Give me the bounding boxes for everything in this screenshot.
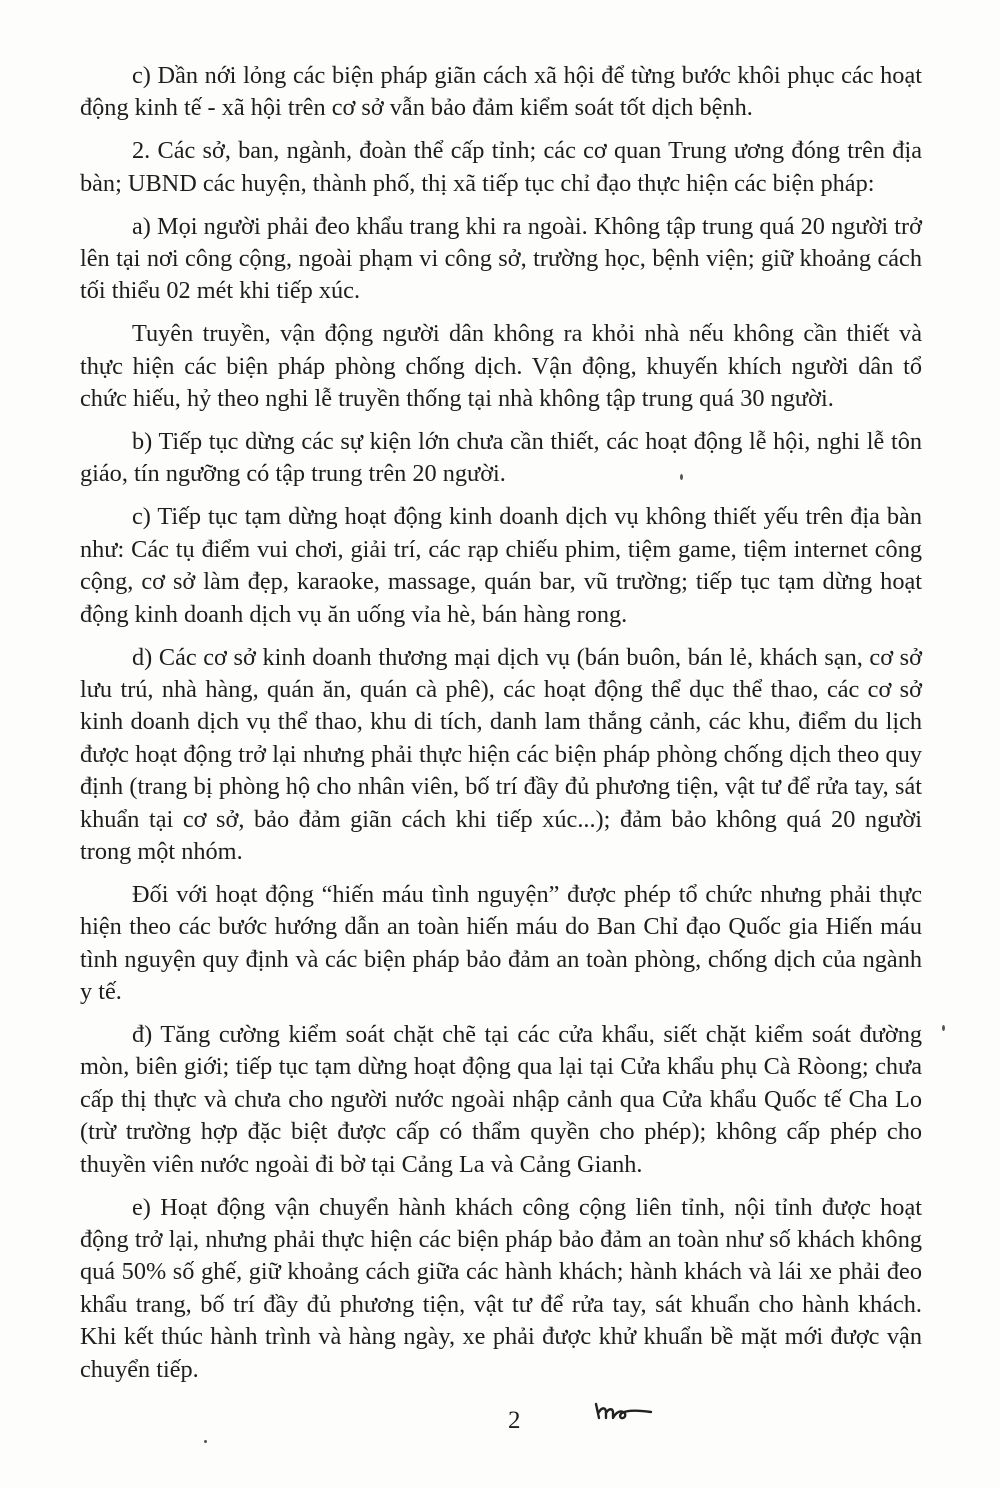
paragraph-blood-donation: Đối với hoạt động “hiến máu tình nguyện” được phép tổ chức nhưng phải thực hiện theo các bước hướng dẫn an toàn hiến máu do Ban Chỉ đạo Quốc gia Hiến máu tình nguyện quy định và các biện pháp bảo đảm an toàn phòng, chống dịch của ngành y tế. [80, 880, 922, 1006]
paragraph-c-services: c) Tiếp tục tạm dừng hoạt động kinh doanh dịch vụ không thiết yếu trên địa bàn như: Các tụ điểm vui chơi, giải trí, các rạp chiếu phim, tiệm game, tiệm internet công cộng, cơ sở làm đẹp, karaoke, massage, quán bar, vũ trường; tiếp tục tạm dừng hoạt động kinh doanh dịch vụ ăn uống vỉa hè, bán hàng rong. [80, 503, 922, 628]
paragraph-2-directive: 2. Các sở, ban, ngành, đoàn thể cấp tỉnh; các cơ quan Trung ương đóng trên địa bàn; UBND các huyện, thành phố, thị xã tiếp tục chỉ đạo thực hiện các biện pháp: [80, 137, 922, 197]
scan-speck [204, 1440, 207, 1443]
handwritten-initials [593, 1398, 655, 1426]
paragraph-c-relax-measures: c) Dần nới lỏng các biện pháp giãn cách xã hội để từng bước khôi phục các hoạt động kinh tế - xã hội trên cơ sở vẫn bảo đảm kiểm soát tốt dịch bệnh. [80, 62, 922, 122]
paragraph-propaganda: Tuyên truyền, vận động người dân không ra khỏi nhà nếu không cần thiết và thực hiện các biện pháp phòng chống dịch. Vận động, khuyến khích người dân tổ chức hiếu, hỷ theo nghi lễ truyền thống tại nhà không tập trung quá 30 người. [80, 320, 922, 413]
scan-speck [680, 474, 683, 480]
paragraph-e-transport: e) Hoạt động vận chuyển hành khách công cộng liên tỉnh, nội tỉnh được hoạt động trở lại, nhưng phải thực hiện các biện pháp bảo đảm an toàn như số khách không quá 50% số ghế, giữ khoảng cách giữa các hành khách; hành khách và lái xe phải đeo khẩu trang, bố trí đầy đủ phương tiện, vật tư để rửa tay, sát khuẩn cho hành khách. Khi kết thúc hành trình và hàng ngày, xe phải được khử khuẩn bề mặt mới được vận chuyển tiếp. [80, 1193, 922, 1383]
paragraph-d-businesses: d) Các cơ sở kinh doanh thương mại dịch vụ (bán buôn, bán lẻ, khách sạn, cơ sở lưu trú, nhà hàng, quán ăn, quán cà phê), các hoạt động thể dục thể thao, các cơ sở kinh doanh dịch vụ thể thao, khu di tích, danh lam thắng cảnh, các khu, điểm du lịch được hoạt động trở lại nhưng phải thực hiện các biện pháp phòng chống dịch theo quy định (trang bị phòng hộ cho nhân viên, bố trí đầy đủ phương tiện, vật tư để rửa tay, sát khuẩn tại cơ sở, bảo đảm giãn cách khi tiếp xúc...); đảm bảo không quá 20 người trong một nhóm. [80, 643, 922, 865]
page-number: 2 [508, 1407, 521, 1434]
paragraph-a-face-masks: a) Mọi người phải đeo khẩu trang khi ra ngoài. Không tập trung quá 20 người trở lên tại nơi công cộng, ngoài phạm vi công sở, trường học, bệnh viện; giữ khoảng cách tối thiểu 02 mét khi tiếp xúc. [80, 212, 922, 305]
paragraph-dd-border-control: đ) Tăng cường kiểm soát chặt chẽ tại các cửa khẩu, siết chặt kiểm soát đường mòn, biên giới; tiếp tục tạm dừng hoạt động qua lại tại Cửa khẩu phụ Cà Ròong; chưa cấp thị thực và chưa cho người nước ngoài nhập cảnh qua Cửa khẩu Quốc tế Cha Lo (trừ trường hợp đặc biệt được cấp có thẩm quyền cho phép); không cấp phép cho thuyền viên nước ngoài đi bờ tại Cảng La và Cảng Gianh. [80, 1020, 922, 1178]
paragraph-b-events: b) Tiếp tục dừng các sự kiện lớn chưa cần thiết, các hoạt động lễ hội, nghi lễ tôn giáo, tín ngưỡng có tập trung trên 20 người. [80, 428, 922, 488]
scan-speck [942, 1025, 945, 1031]
document-body [80, 60, 922, 1396]
